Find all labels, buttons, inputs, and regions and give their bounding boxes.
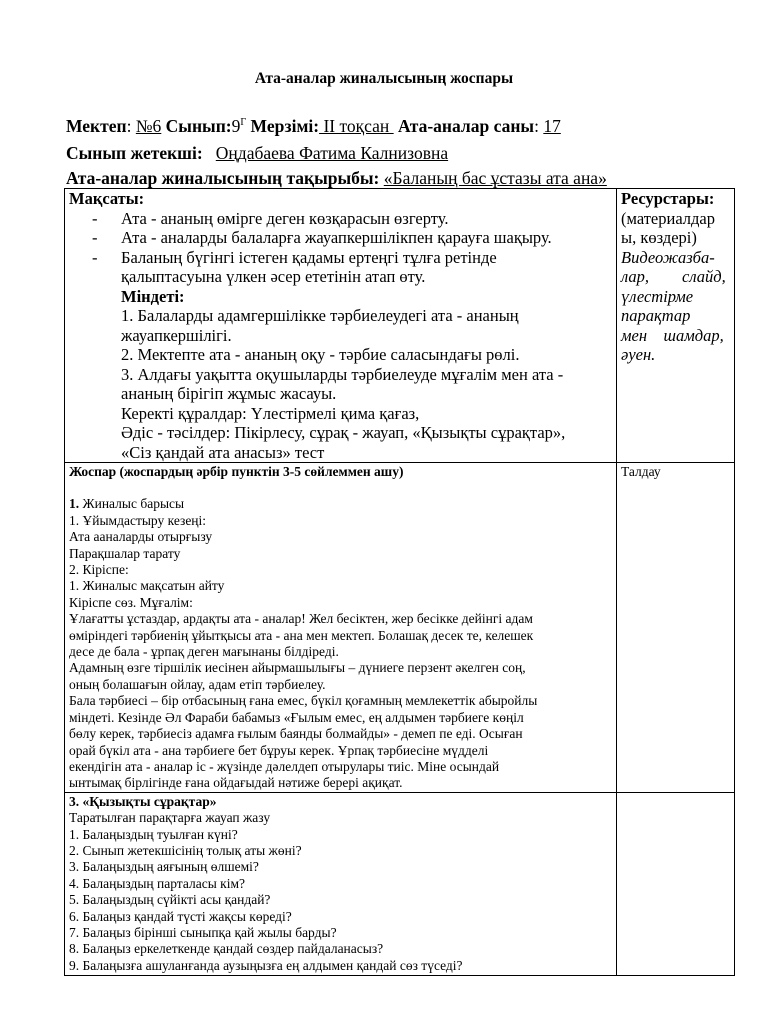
header-line-school: Мектеп: №6 $Сынып:9^Г$ Мерзімі: II тоқсан Ата-аналар саны: 17: [66, 116, 561, 136]
resources-cell: [617, 189, 735, 463]
header-line-teacher: [66, 143, 448, 164]
resource-item: үлестірме: [621, 286, 694, 306]
plan-line: 2. Кіріспе:: [69, 562, 129, 578]
resources-label: Ресурстары:: [621, 189, 715, 208]
analysis-label: Талдау: [621, 464, 661, 479]
teacher-value: Оңдабаева Фатима Калнизовна: [215, 143, 449, 163]
plan-line: оның болашағын ойлау, адам етіп тәрбиелеу.: [69, 676, 326, 692]
task-line: ананың бірігіп жұмыс жасауы.: [121, 384, 337, 403]
resource-item: парақтар: [621, 306, 691, 325]
methods-line: Әдіс - тәсілдер: Пікірлесу, сұрақ - жауап, «Қызықты сұрақтар»,: [121, 423, 566, 442]
plan-line: Кіріспе сөз. Мұғалім:: [69, 594, 193, 610]
goals-label: Мақсаты:: [69, 189, 145, 208]
tasks-label: Міндеті:: [121, 286, 185, 306]
parents-label: Ата-аналар саны: [398, 116, 535, 136]
plan-line: ынтымақ бірлігінде ғана ойдағыдай нәтиже берері ақиқат.: [69, 775, 403, 791]
methods-line: «Сіз қандай ата анасыз» тест: [121, 442, 325, 462]
bullet-dash: -: [92, 228, 98, 247]
goals-cell: [65, 189, 617, 463]
bullet-dash: -: [92, 208, 98, 228]
teacher-label: Сынып жетекші:: [66, 143, 203, 163]
question-item: 6. Балаңыз қандай түсті жақсы көреді?: [69, 908, 292, 924]
resources-sub: ы, көздері): [621, 228, 697, 247]
school-value: №6: [135, 116, 162, 136]
parents-value: 17: [543, 116, 561, 136]
topic-value: «Баланың бас ұстазы ата ана»: [383, 168, 607, 188]
plan-line: Бала тәрбиесі – бір отбасының ғана емес, бүкіл қоғамның мемлекеттік абыройлы: [69, 693, 538, 709]
questions-row: [65, 792, 735, 975]
plan-line: Ата ааналарды отырғызу: [69, 529, 213, 545]
resource-item: Видеожазба-: [621, 247, 715, 267]
resources-sub: (материалдар: [621, 208, 716, 228]
plan-line: Ұлағатты ұстаздар, ардақты ата - аналар! Жел бесіктен, жер бесікке дейінгі адам: [69, 611, 533, 627]
plan-heading: Жоспар (жоспардың әрбір пунктін 3-5 сөйлеммен ашу): [69, 464, 404, 479]
question-item: 7. Балаңыз бірінші сыныпқа қай жылы барды?: [69, 924, 337, 940]
goal-item: - Ата - ананың өмірге деген көзқарасын өзгерту.: [92, 208, 449, 228]
plan-line: екендігін ата - аналар іс - жүзінде дәлелдеп отырулары тиіс. Міне осындай: [69, 758, 500, 774]
task-line: 2. Мектепте ата - ананың оқу - тәрбие саласындағы рөлі.: [121, 345, 520, 364]
questions-analysis-cell: [617, 792, 735, 975]
plan-line: 1. Ұйымдастыру кезеңі:: [69, 512, 207, 528]
task-line: 1. Балаларды адамгершілікке тәрбиелеудегі ата - ананың: [121, 306, 519, 325]
task-line: 3. Алдағы уақытта оқушыларды тәрбиелеуде мұғалім мен ата -: [121, 364, 564, 384]
tools-line: Керекті құралдар: Үлестірмелі қима қағаз,: [121, 403, 420, 423]
plan-line: Парақшалар тарату: [69, 545, 181, 561]
question-item: 5. Балаңыздың сүйікті асы қандай?: [69, 892, 271, 908]
question-item: 2. Сынып жетекшісінің толық аты жөні?: [69, 842, 302, 858]
document-title: Ата-аналар жиналысының жоспары: [254, 70, 514, 87]
questions-heading: 3. «Қызықты сұрақтар»: [69, 793, 217, 809]
topic-label: Ата-аналар жиналысының тақырыбы:: [66, 168, 380, 188]
plan-cell: [65, 463, 617, 793]
class-letter: Г: [240, 117, 247, 129]
class-value: 9: [231, 116, 241, 136]
plan-line: орай бүкіл ата - ана тәрбиеге бет бұруы керек. Ұрпақ тәрбиесіне мүдделі: [69, 742, 489, 758]
bullet-dash: -: [92, 247, 98, 267]
term-value: II тоқсан: [319, 116, 394, 136]
question-item: 4. Балаңыздың парталасы кім?: [69, 875, 245, 891]
plan-line: Адамның өзге тіршілік иесінен айырмашылығы – дүниеге перзент әкелген соң,: [69, 660, 526, 676]
term-label: Мерзімі:: [250, 116, 320, 136]
questions-cell: [65, 792, 617, 975]
class-label: Сынып:: [165, 116, 232, 136]
question-item: 8. Балаңыз еркелеткенде қандай сөздер пайдаланасыз?: [69, 941, 384, 957]
analysis-cell: [617, 463, 735, 793]
plan-table: [64, 188, 735, 976]
header-line-topic: [66, 168, 607, 189]
question-item: 1. Балаңыздың туылған күні?: [69, 826, 238, 842]
questions-intro: Таратылған парақтарға жауап жазу: [69, 810, 271, 826]
resource-item: лар, слайд,: [621, 267, 726, 286]
school-label: Мектеп: [66, 116, 127, 136]
question-item: 3. Балаңыздың аяғының өлшемі?: [69, 859, 259, 875]
plan-line: өміріндегі тәрбиенің ұйытқысы ата - ана мен мектеп. Болашақ десек те, келешек: [69, 627, 534, 643]
resource-item: әуен.: [621, 345, 656, 364]
plan-line: міндеті. Кезінде Әл Фараби бабамыз «Ғылым емес, ең алдымен тәрбиеге көңіл: [69, 709, 524, 725]
goals-row: [65, 189, 735, 463]
goal-item: - Баланың бүгінгі істеген қадамы ертеңгі тұлға ретінде: [92, 247, 497, 267]
plan-line: 1. Жиналыс мақсатын айту: [69, 578, 225, 594]
question-item: 9. Балаңызға ашуланғанда аузыңызға ең алдымен қандай сөз түседі?: [69, 957, 463, 973]
task-line: жауапкершілігі.: [121, 325, 232, 345]
goal-item: - Ата - аналарды балаларға жауапкершілікпен қарауға шақыру.: [92, 228, 552, 247]
plan-line: бөлу керек, тәрбиесіз адамға ғылым баянды болмайды» - демеп пе еді. Осыған: [69, 726, 523, 742]
goal-item-continued: қалыптасуына үлкен әсер ететінін атап өту.: [121, 267, 426, 286]
plan-line: 1. Жиналыс барысы: [69, 496, 185, 512]
plan-row: [65, 463, 735, 793]
resource-item: мен шамдар,: [621, 325, 724, 345]
plan-line: десе де бала - ұрпақ деген мағынаны білдіреді.: [69, 644, 339, 660]
